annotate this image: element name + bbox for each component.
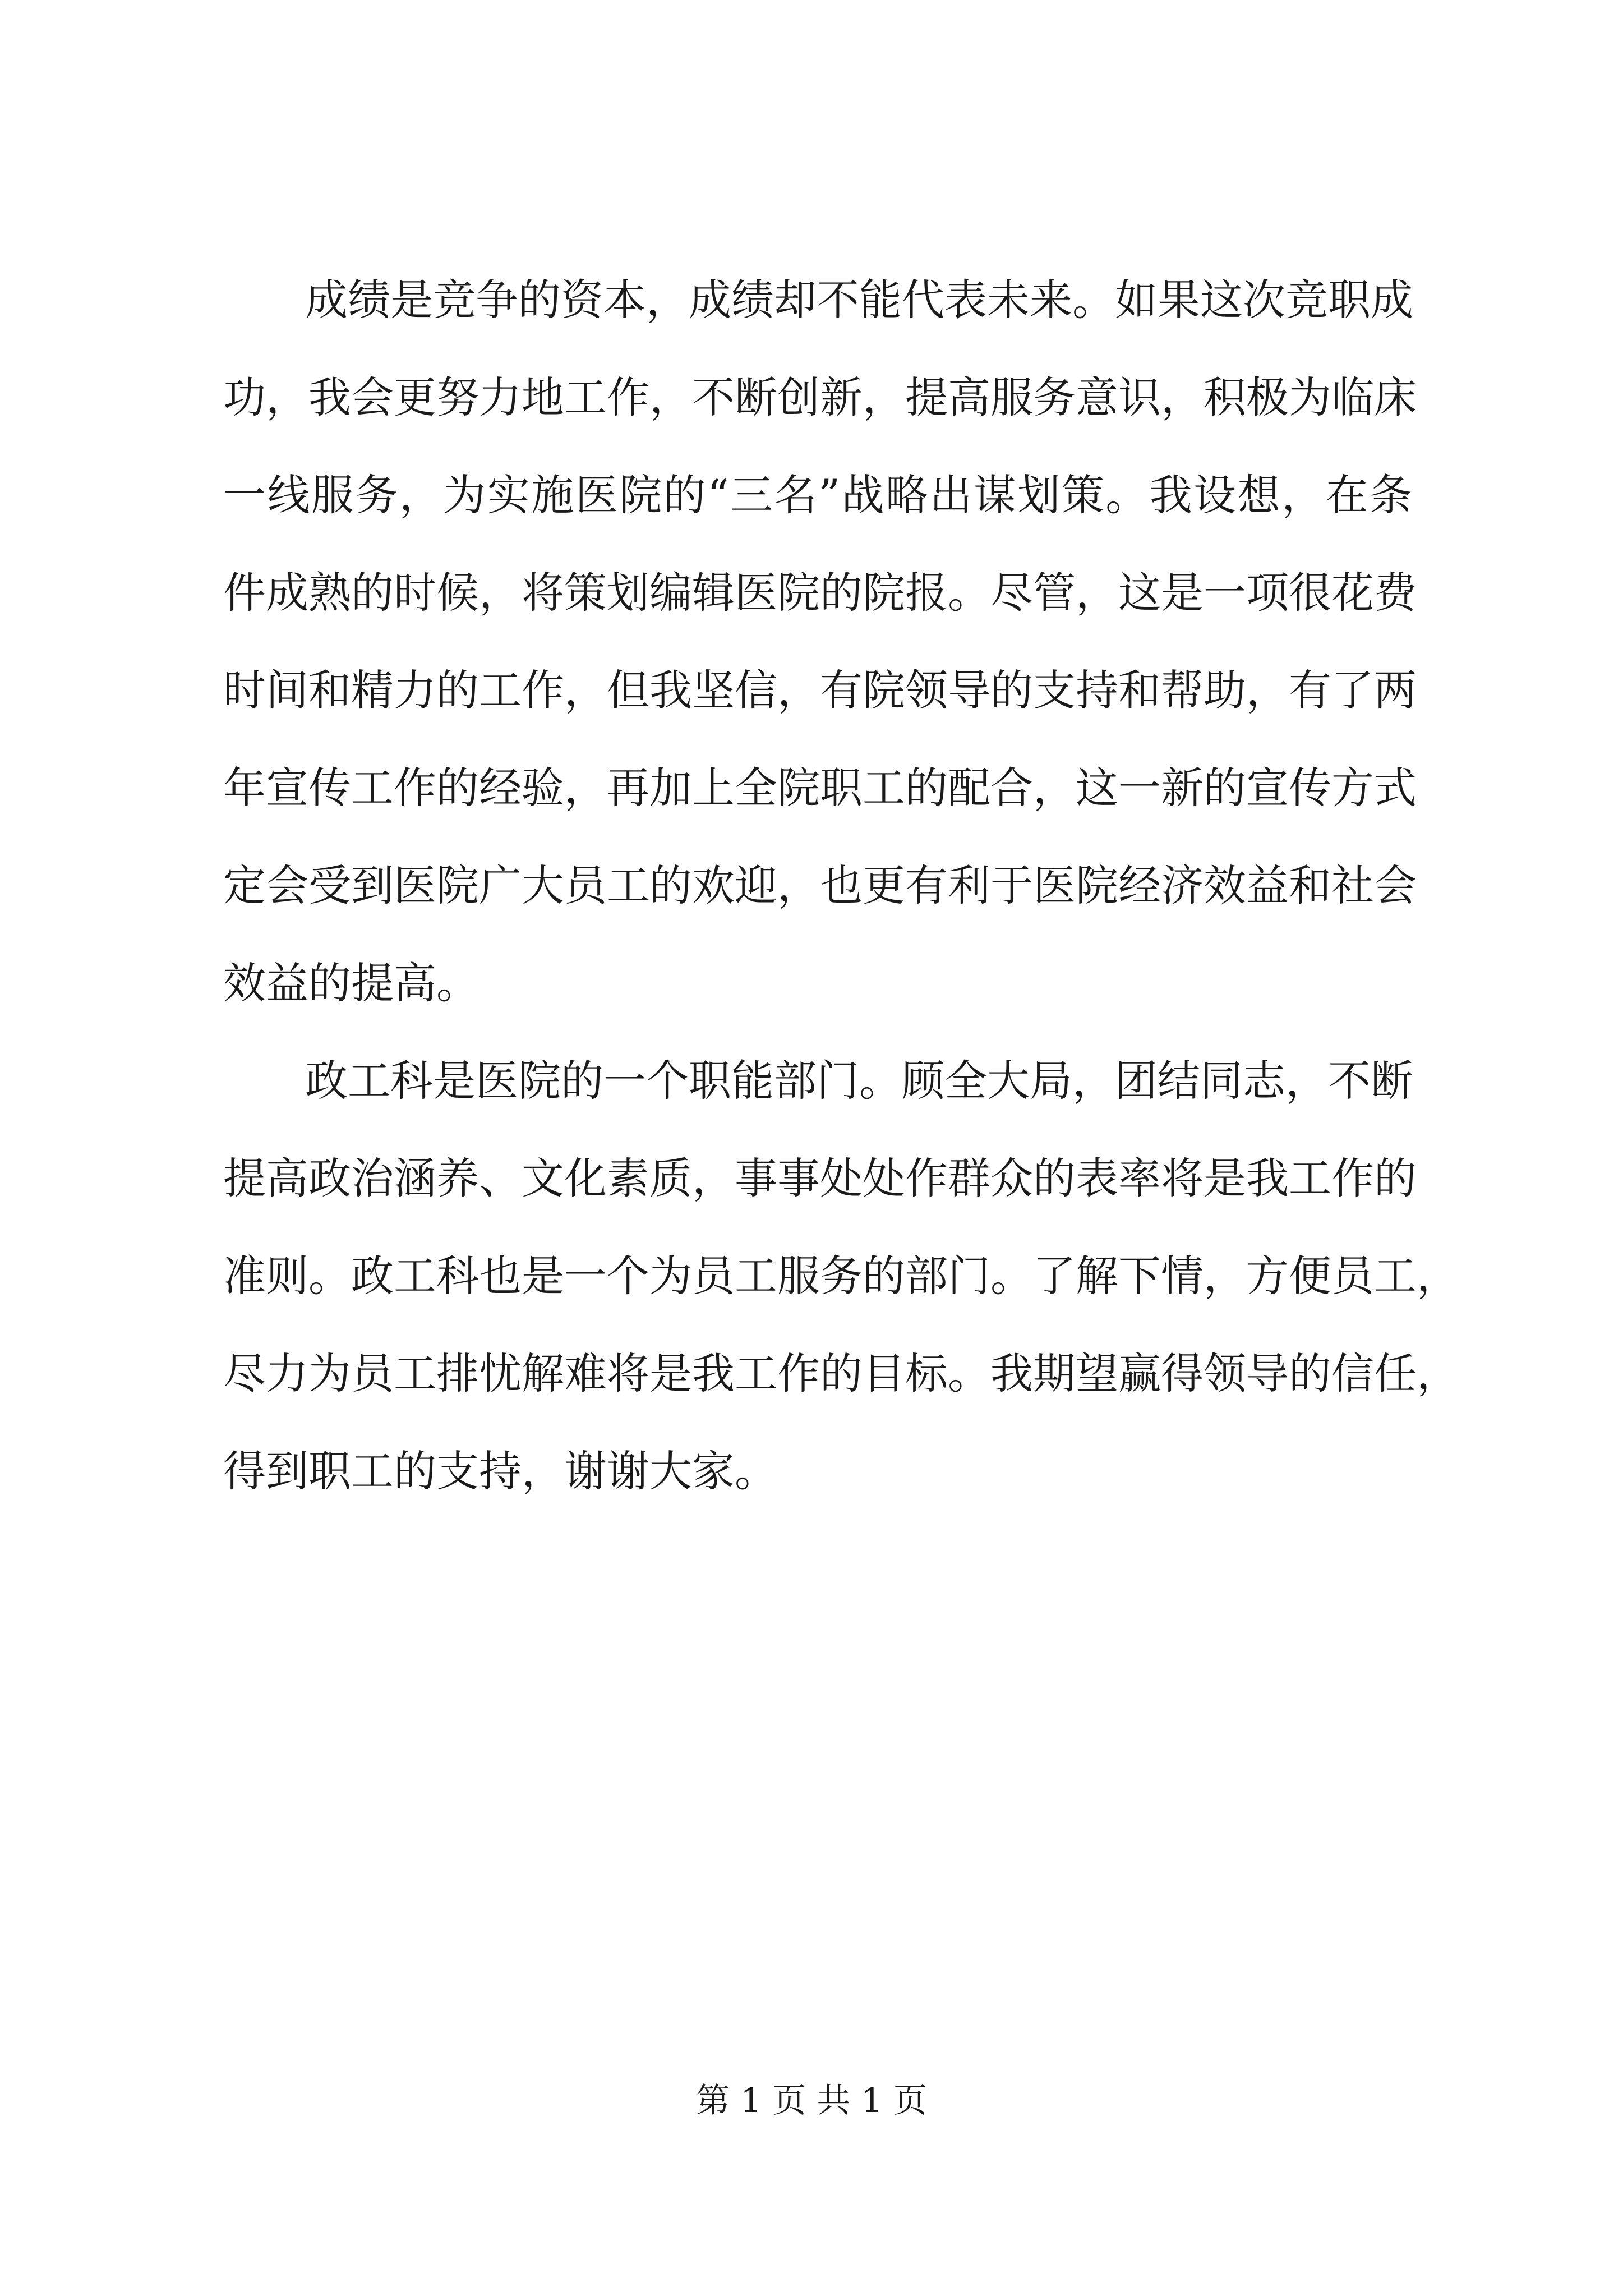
paragraph-line: 定会受到医院广大员工的欢迎，也更有利于医院经济效益和社会 bbox=[223, 861, 1417, 910]
paragraph-line: 效益的提高。 bbox=[223, 958, 479, 1008]
page-number-footer: 第 1 页 共 1 页 bbox=[696, 2081, 927, 2120]
paragraph-line: 政工科是医院的一个职能部门。顾全大局，团结同志，不断 bbox=[305, 1056, 1413, 1106]
paragraph-line: 准则。政工科也是一个为员工服务的部门。了解下情，方便员工， bbox=[223, 1251, 1459, 1301]
paragraph-1 bbox=[223, 261, 1417, 1042]
paragraph-line: 时间和精力的工作，但我坚信，有院领导的支持和帮助，有了两 bbox=[223, 665, 1417, 715]
paragraph-line: 功，我会更努力地工作，不断创新，提高服务意识，积极为临床 bbox=[223, 372, 1417, 422]
paragraph-line: 件成熟的时候，将策划编辑医院的院报。尽管，这是一项很花费 bbox=[223, 568, 1417, 618]
paragraph-line: 年宣传工作的经验，再加上全院职工的配合，这一新的宣传方式 bbox=[223, 763, 1417, 813]
paragraph-line: 一线服务，为实施医院的“三名”战略出谋划策。我设想，在条 bbox=[223, 470, 1412, 520]
paragraph-line: 得到职工的支持，谢谢大家。 bbox=[223, 1446, 777, 1496]
paragraph-line: 提高政治涵养、文化素质，事事处处作群众的表率将是我工作的 bbox=[223, 1153, 1417, 1203]
document-body bbox=[223, 261, 1459, 1530]
paragraph-2 bbox=[223, 1042, 1459, 1530]
paragraph-line: 尽力为员工排忧解难将是我工作的目标。我期望赢得领导的信任， bbox=[223, 1349, 1459, 1398]
paragraph-line: 成绩是竞争的资本，成绩却不能代表未来。如果这次竞职成 bbox=[305, 275, 1413, 325]
